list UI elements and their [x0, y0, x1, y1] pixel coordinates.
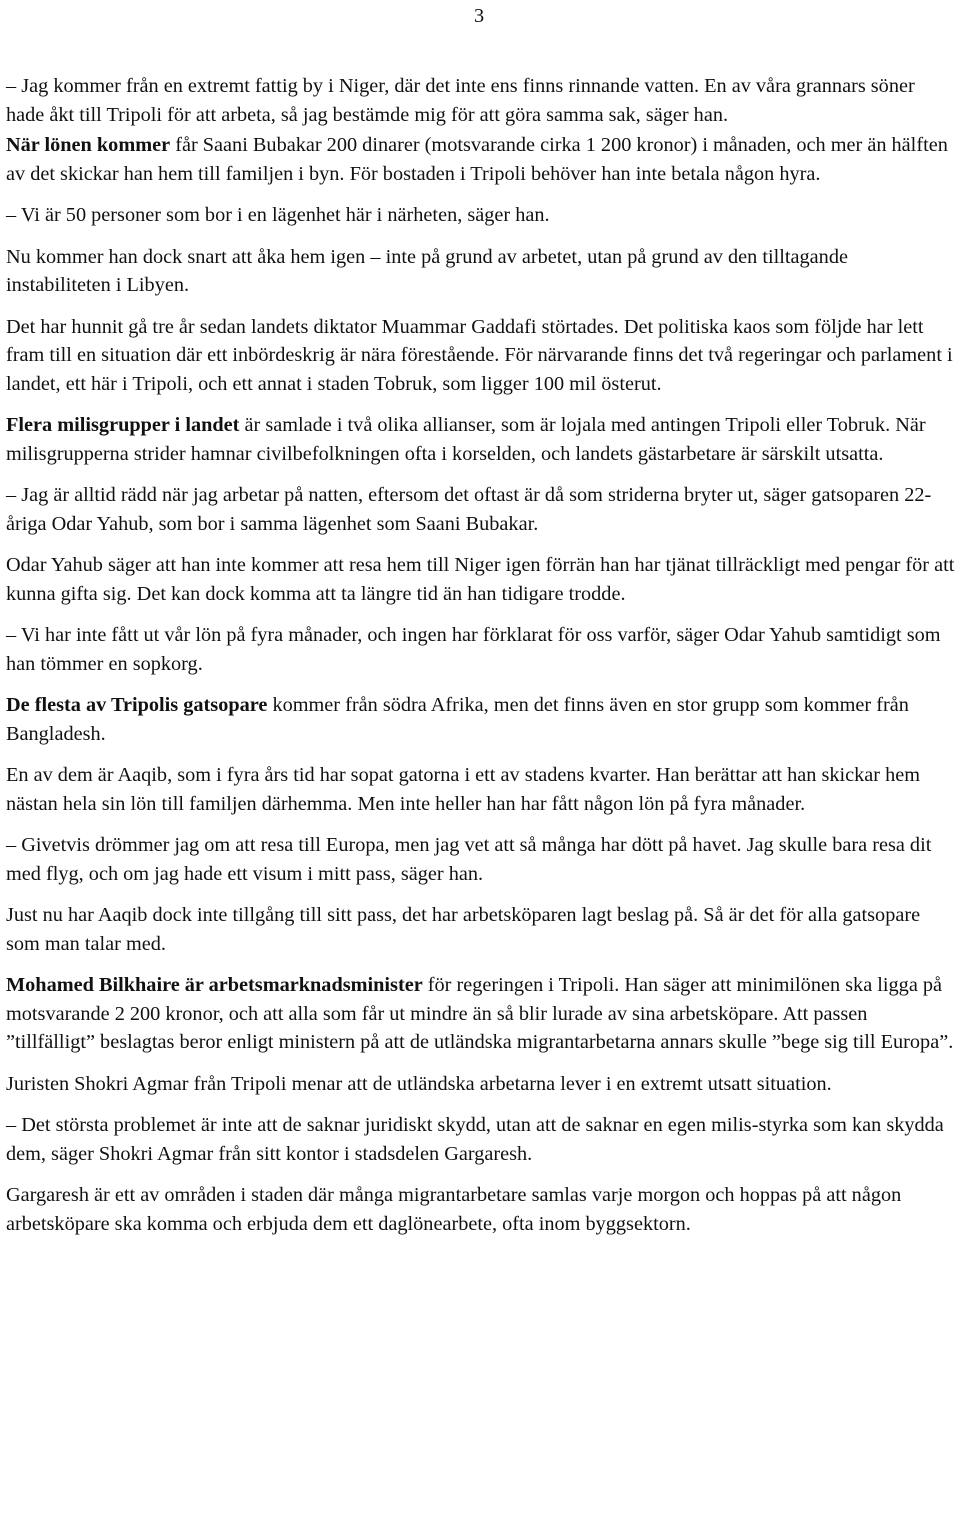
paragraph-text: Gargaresh är ett av områden i staden där många migrantarbetare samlas varje morgon och hoppas på att någon arbetsköpare ska komma och erbjuda dem ett daglönearbete, ofta inom byggsektorn.: [6, 1184, 902, 1235]
paragraph-10: [6, 691, 956, 748]
paragraph-2: [6, 131, 956, 188]
paragraph-text: får Saani Bubakar 200 dinarer (motsvarande cirka 1 200 kronor) i månaden, och mer än hälften av det skickar han hem till familjen i byn. För bostaden i Tripoli behöver han inte betala någon hyra.: [6, 134, 948, 185]
paragraph-3: [6, 201, 956, 230]
paragraph-8: [6, 551, 956, 608]
paragraph-17: [6, 1181, 956, 1238]
paragraph-14: [6, 971, 956, 1057]
paragraph-4: [6, 243, 956, 300]
paragraph-lead: Flera milisgrupper i landet: [6, 414, 240, 436]
paragraph-lead: Mohamed Bilkhaire är arbetsmarknadsminister: [6, 974, 423, 996]
paragraph-text: – Givetvis drömmer jag om att resa till Europa, men jag vet att så många har dött på havet. Jag skulle bara resa dit med flyg, och om jag hade ett visum i mitt pass, säger han.: [6, 834, 932, 885]
paragraph-text: Juristen Shokri Agmar från Tripoli menar att de utländska arbetarna lever i en extremt utsatt situation.: [6, 1072, 832, 1095]
paragraph-text: – Jag är alltid rädd när jag arbetar på natten, eftersom det oftast är då som striderna bryter ut, säger gatsoparen 22-åriga Odar Yahub, som bor i samma lägenhet som Saani Bubakar.: [6, 484, 932, 535]
paragraph-text: – Det största problemet är inte att de saknar juridiskt skydd, utan att de saknar en egen milis-styrka som kan skydda dem, säger Shokri Agmar från sitt kontor i stadsdelen Gargaresh.: [6, 1114, 944, 1165]
paragraph-text: Just nu har Aaqib dock inte tillgång till sitt pass, det har arbetsköparen lagt beslag på. Så är det för alla gatsopare som man talar med.: [6, 904, 921, 955]
paragraph-16: [6, 1111, 956, 1168]
paragraph-text: kommer från södra Afrika, men det finns även en stor grupp som kommer från Bangladesh.: [6, 694, 909, 745]
paragraph-lead: När lönen kommer: [6, 134, 171, 156]
paragraph-11: [6, 761, 956, 818]
paragraph-15: [6, 1070, 956, 1099]
paragraph-6: [6, 411, 956, 468]
paragraph-lead: De flesta av Tripolis gatsopare: [6, 694, 268, 716]
paragraph-text: Nu kommer han dock snart att åka hem igen – inte på grund av arbetet, utan på grund av den tilltagande instabiliteten i Libyen.: [6, 245, 848, 296]
paragraph-text: Det har hunnit gå tre år sedan landets diktator Muammar Gaddafi störtades. Det politiska kaos som följde har lett fram till en situation där ett inbördeskrig är nära förestående. För närvarande finns det två regeringar och parlament i landet, ett här i Tripoli, och ett annat i staden Tobruk, som ligger 100 mil österut.: [6, 315, 953, 395]
paragraph-text: – Jag kommer från en extremt fattig by i Niger, där det inte ens finns rinnande vatten. En av våra grannars söner hade åkt till Tripoli för att arbeta, så jag bestämde mig för att göra samma sak, säger han.: [6, 75, 915, 126]
page-number: 3: [474, 5, 485, 27]
paragraph-text: – Vi är 50 personer som bor i en lägenhet här i närheten, säger han.: [6, 204, 550, 226]
paragraph-text: Odar Yahub säger att han inte kommer att resa hem till Niger igen förrän han har tjänat tillräckligt med pengar för att kunna gifta sig. Det kan dock komma att ta längre tid än han tidigare trodde.: [6, 554, 955, 605]
paragraph-text: En av dem är Aaqib, som i fyra års tid har sopat gatorna i ett av stadens kvarter. Han berättar att han skickar hem nästan hela sin lön till familjen därhemma. Men inte heller han har fått någon lön på fyra månader.: [6, 764, 921, 815]
paragraph-9: [6, 621, 956, 678]
paragraph-5: [6, 313, 956, 399]
paragraph-text: för regeringen i Tripoli. Han säger att minimilönen ska ligga på motsvarande 2 200 kronor, och att alla som får ut mindre än så blir lurade av sina arbetsköpare. Att passen ”tillfälligt” beslagtas beror enligt ministern på att de utländska migrantarbetarna annars skulle ”bege sig till Europa”.: [6, 974, 954, 1053]
article-body: [6, 72, 956, 1251]
paragraph-13: [6, 901, 956, 958]
paragraph-1: [6, 72, 956, 129]
paragraph-text: är samlade i två olika allianser, som är lojala med antingen Tripoli eller Tobruk. När milisgrupperna strider hamnar civilbefolkningen ofta i korselden, och landets gästarbetare är särskilt utsatta.: [6, 414, 926, 465]
paragraph-12: [6, 831, 956, 888]
paragraph-text: – Vi har inte fått ut vår lön på fyra månader, och ingen har förklarat för oss varför, säger Odar Yahub samtidigt som han tömmer en sopkorg.: [6, 624, 941, 675]
paragraph-7: [6, 481, 956, 538]
